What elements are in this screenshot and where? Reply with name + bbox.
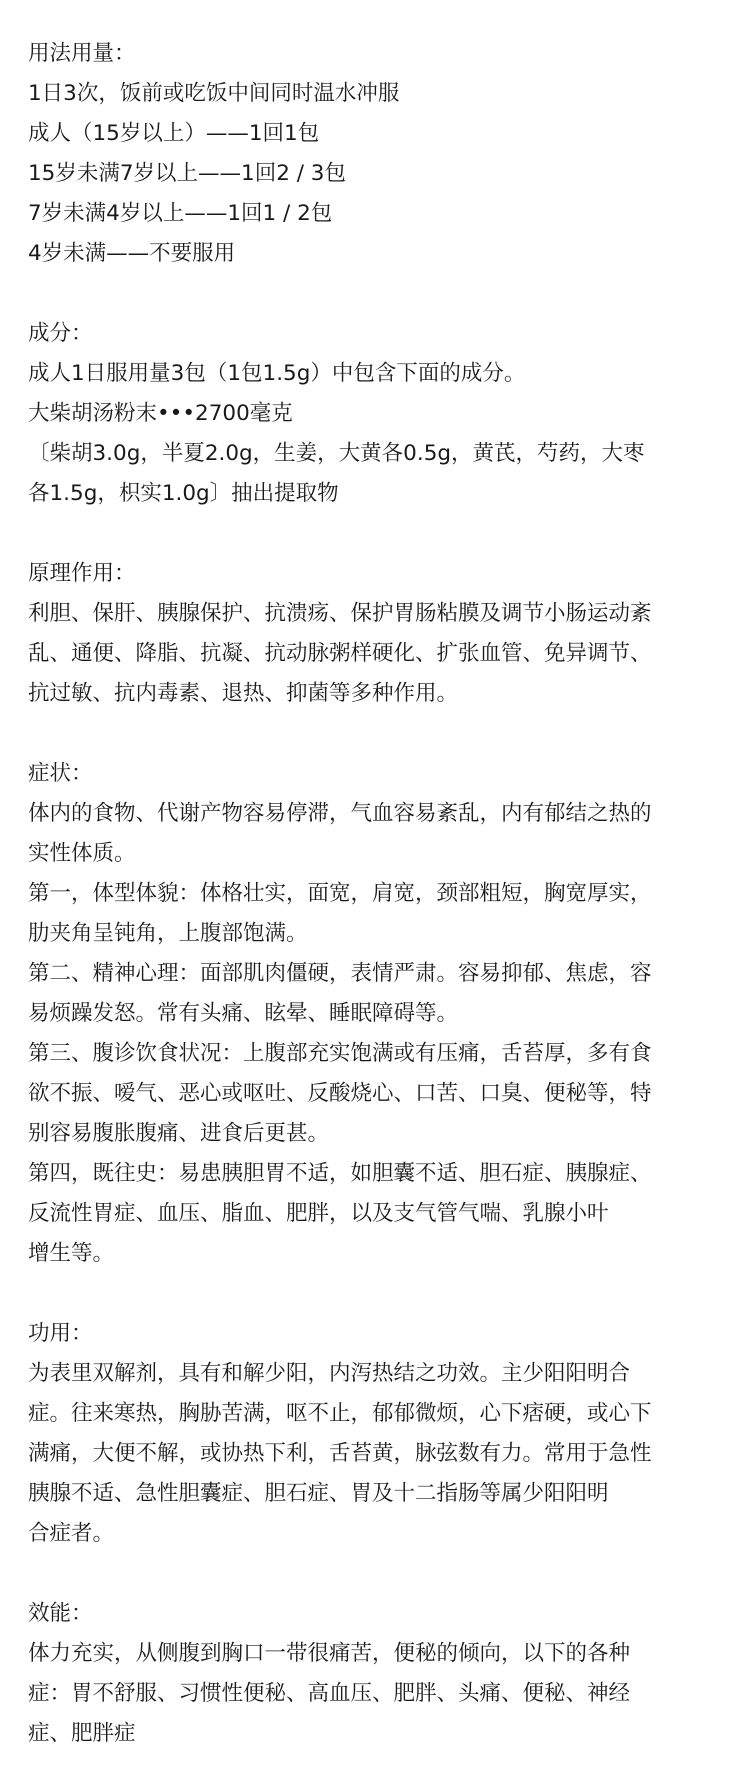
text-line: 体内的食物、代谢产物容易停滞，气血容易紊乱，内有郁结之热的 xyxy=(28,801,652,826)
section-heading: 效能： xyxy=(28,1601,93,1626)
section-function xyxy=(28,1314,728,1554)
spacer xyxy=(28,274,728,314)
text-line: 1日3次，饭前或吃饭中间同时温水冲服 xyxy=(28,81,400,106)
text-line: 成人1日服用量3包（1包1.5g）中包含下面的成分。 xyxy=(28,361,526,386)
text-line: 实性体质。 xyxy=(28,841,136,866)
text-line: 15岁未满7岁以上——1回2 / 3包 xyxy=(28,161,346,186)
text-line: 合症者。 xyxy=(28,1521,115,1546)
spacer xyxy=(28,1554,728,1594)
text-line: 症。往来寒热，胸胁苦满，呕不止，郁郁微烦，心下痞硬，或心下 xyxy=(28,1401,652,1426)
text-line: 〔柴胡3.0g，半夏2.0g，生姜，大黄各0.5g，黄芪，芍药，大枣 xyxy=(28,441,645,466)
text-line: 胰腺不适、急性胆囊症、胆石症、胃及十二指肠等属少阳阳明 xyxy=(28,1481,609,1506)
text-line: 满痛，大便不解，或协热下利，舌苔黄，脉弦数有力。常用于急性 xyxy=(28,1441,652,1466)
section-efficacy xyxy=(28,1594,728,1754)
section-heading: 症状： xyxy=(28,761,93,786)
section-heading: 成分： xyxy=(28,321,93,346)
text-line: 抗过敏、抗内毒素、退热、抑菌等多种作用。 xyxy=(28,681,459,706)
text-line: 利胆、保肝、胰腺保护、抗溃疡、保护胃肠粘膜及调节小肠运动紊 xyxy=(28,601,652,626)
spacer xyxy=(28,514,728,554)
text-line: 大柴胡汤粉末•••2700毫克 xyxy=(28,401,293,426)
text-line: 为表里双解剂，具有和解少阳，内泻热结之功效。主少阳阳明合 xyxy=(28,1361,631,1386)
section-ingredients xyxy=(28,314,728,514)
text-line: 症、肥胖症 xyxy=(28,1721,136,1746)
spacer xyxy=(28,1274,728,1314)
text-line: 各1.5g，枳实1.0g〕抽出提取物 xyxy=(28,481,339,506)
text-line: 欲不振、嗳气、恶心或呕吐、反酸烧心、口苦、口臭、便秘等，特 xyxy=(28,1081,652,1106)
section-heading: 原理作用： xyxy=(28,561,136,586)
text-line: 反流性胃症、血压、脂血、肥胖，以及支气管气喘、乳腺小叶 xyxy=(28,1201,609,1226)
text-line: 7岁未满4岁以上——1回1 / 2包 xyxy=(28,201,333,226)
section-usage xyxy=(28,34,728,274)
text-line: 4岁未满——不要服用 xyxy=(28,241,236,266)
section-heading: 功用： xyxy=(28,1321,93,1346)
spacer xyxy=(28,714,728,754)
text-line: 易烦躁发怒。常有头痛、眩晕、睡眠障碍等。 xyxy=(28,1001,459,1026)
text-line: 增生等。 xyxy=(28,1241,115,1266)
text-line: 别容易腹胀腹痛、进食后更甚。 xyxy=(28,1121,330,1146)
text-line: 第四，既往史：易患胰胆胃不适，如胆囊不适、胆石症、胰腺症、 xyxy=(28,1161,652,1186)
text-line: 成人（15岁以上）——1回1包 xyxy=(28,121,320,146)
section-symptoms xyxy=(28,754,728,1274)
text-line: 乱、通便、降脂、抗凝、抗动脉粥样硬化、扩张血管、免异调节、 xyxy=(28,641,652,666)
text-line: 肋夹角呈钝角，上腹部饱满。 xyxy=(28,921,308,946)
text-line: 症：胃不舒服、习惯性便秘、高血压、肥胖、头痛、便秘、神经 xyxy=(28,1681,631,1706)
text-line: 第一，体型体貌：体格壮实，面宽，肩宽，颈部粗短，胸宽厚实， xyxy=(28,881,652,906)
text-line: 第三、腹诊饮食状况：上腹部充实饱满或有压痛，舌苔厚，多有食 xyxy=(28,1041,652,1066)
text-line: 第二、精神心理：面部肌肉僵硬，表情严肃。容易抑郁、焦虑，容 xyxy=(28,961,652,986)
section-heading: 用法用量： xyxy=(28,41,136,66)
document-body xyxy=(28,34,728,1754)
section-mechanism xyxy=(28,554,728,714)
text-line: 体力充实，从侧腹到胸口一带很痛苦，便秘的倾向，以下的各种 xyxy=(28,1641,631,1666)
